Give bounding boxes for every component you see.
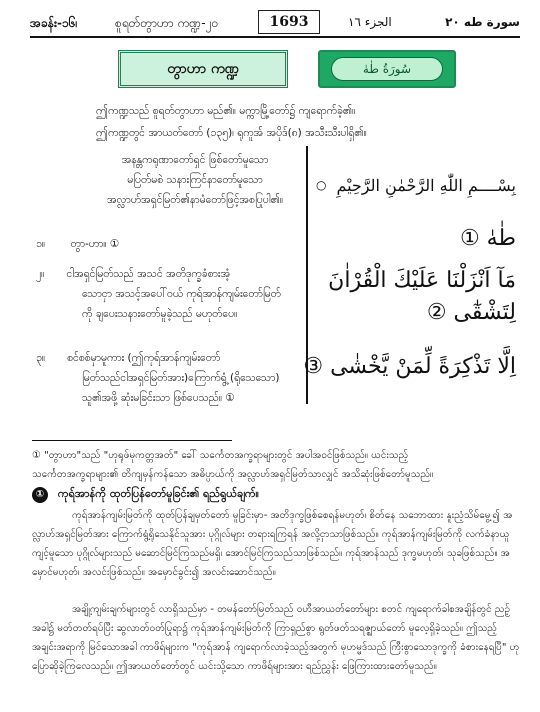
verse-1-arabic: طٰهٰ ① [459, 226, 516, 251]
verse-1 [36, 234, 304, 254]
footnote-line: ① "တွာဟာ"သည် "ဟုရုဖ်မုကတ္တအတ်" ခေါ် သင်္ကေတအက္ခရာများတွင် အပါအဝင်ဖြစ်သည်။ ယင်းသည့် [32, 450, 409, 461]
section-heading-text: ကုရ်အာန်ကို ထုတ်ပြန်တော်မူခြင်း၏ ရည်ရွယ်ချက်။ [57, 487, 260, 500]
footnote [32, 446, 520, 484]
bismillah-line: မပြတ်မစဲ သနားကြင်နာတော်မူသော [127, 174, 263, 186]
header-rule [30, 36, 520, 38]
bismillah-marker: ○ [316, 178, 327, 192]
commentary-paragraph-1: ကုရ်အာန်ကျမ်းမြတ်ကို ထုတ်ပြန်ချမှတ်တော် မူခြင်းမှာ- အတိဒုက္ခဖြစ်စေရန်မဟုတ်၊ စိတ်နေ သဘောထား နူးညံ့သိမ်မွေ့၍ အလ္လာဟ်အရှင်မြတ်အား ကြောက်ရွံ့ရိုသေနိုင်သူအား ပုဂ္ဂိုလ်များ တရားရကြရန် အလို့ငှာသာဖြစ်သည်။ ကုရ်အာန်ကျမ်းမြတ်ကို လက်ခံနာယူကျင့်မူသော ပုဂ္ဂိုလ်များသည် မဆောင်မြင်ကြသည်မရှိ၊ အောင်မြင်ကြသည်သာဖြစ်သည်။ ကုရ်အာန်သည် ဒုက္ခမဟုတ်၊ သုခဖြစ်သည်။ အမှောင်မဟုတ်၊ အလင်းဖြစ်သည်။ အမှောင်ခွင်း၍ အလင်းဆောင်သည်။ [32, 510, 513, 578]
verse-number: ၂။ [36, 268, 45, 280]
verse-2-arabic-line: مَآ اَنْزَلْنَا عَلَيْكَ الْقُرْاٰنَ [328, 268, 516, 293]
page-header [30, 10, 520, 36]
footnote-rule [32, 440, 232, 441]
section-number-badge: ① [32, 487, 48, 503]
bismillah-line: အလ္လာဟ်အရှင်မြတ်၏နာမံတော်ဖြင့်အစပြုပါ၏။ [106, 194, 284, 206]
surah-arabic-cartouche [318, 50, 456, 88]
verse-text: သောငှာ အသင့်အပေါ်ဝယ် ကုရ်အာန်ကျမ်းတော်မြတ် [82, 288, 281, 300]
verse-2 [36, 264, 304, 324]
bismillah-arabic: بِسْــــمِ اللّٰهِ الرَّحْمٰنِ الرَّحِيْمِ [336, 176, 516, 195]
verse-text: မြတ်သည်ငါအရှင်မြတ်အား)ကြောက်ရွံ့ (ရိုသေသော) [82, 372, 280, 384]
verse-text: တွာ-ဟာ။ ① [70, 238, 120, 250]
surah-title-box [118, 50, 288, 88]
verse-3-arabic: اِلَّا تَذْكِرَةً لِّمَنْ يَّخْشٰى ③ [303, 354, 516, 379]
surah-intro [96, 100, 516, 144]
verse-text: သူ၏အဖို့ ဆုံးမခြင်းသာ ဖြစ်ပေသည်။ ① [82, 392, 235, 404]
header-surah-burmese: စူရတ်တွာဟာ ကဏ္ဍ-၂၀ [115, 16, 219, 30]
commentary-paragraph-2: အချို့ကျမ်းချက်များတွင် လာရှိသည်မှာ - တမန်တော်မြတ်သည် ဝဟီအာယတ်တော်များ စတင် ကျရောက်ခါစအချိန်တွင် ညဉ့်အခါ၌ မတ်တတ်ရပ်ပြီး ဆွလာတ်ဝတ်ပြုရာ၌ ကုရ်အာန်ကျမ်းမြတ်ကို ကြာရှည်စွာ ရွတ်ဖတ်သရဇ္ဈာယ်တော် မူလေ့ရှိခဲ့သည်။ ဤသည့်အချင်းအရာကို မြင်သောအခါ ကာဖိရ်များက "ကုရ်အာန် ကျရောက်လာခဲ့သည့်အတွက် မုဟမ္မဒ်သည် ကြီးစွာသောဒုက္ခကို ခံစားနေရပြီ" ဟု ပြောဆိုခဲ့ကြလေသည်။ ဤအာယတ်တော်တွင် ယင်းသို့သော ကာဖိရ်များအား ရည်ညွှန်း ဖြေကြားထားတော်မူသည်။ [32, 604, 520, 672]
bismillah-line: အနန္တကရုဏာတော်ရှင် ဖြစ်တော်မူသော [121, 154, 269, 166]
verse-3 [36, 348, 304, 408]
header-surah-arabic: سورة طه ٢٠ [445, 15, 520, 29]
footnote-line: သင်္ကေတအက္ခရာများ၏ တိကျမှန်ကန်သော အဓိပ္ပာယ်ကို အလ္လာဟ်အရှင်မြတ်သာလျှင် အသိဆုံးဖြစ်တော်မူသည်။ [32, 469, 434, 480]
verse-number: ၃။ [36, 352, 46, 364]
surah-title: တွာဟာ ကဏ္ဍ [167, 61, 239, 77]
intro-line: ဤကဏ္ဍတွင် အာယတ်တော် (၁၃၅)၊ ရုကူအ် အပိုဒ်(၈) အသီးသီးပါရှိ၏။ [96, 127, 367, 139]
bismillah-translation [86, 150, 304, 210]
verse-number: ၁။ [36, 238, 46, 250]
header-juz: الجزء ١٦ [348, 15, 392, 29]
verse-text: စင်စစ်မှာမူကား (ဤကုရ်အာန်ကျမ်းတော် [67, 352, 221, 364]
verse-text: ကို ချပေးသနားတော်မူခဲ့သည် မဟုတ်ပေ။ [82, 308, 238, 320]
intro-line: ဤကဏ္ဍသည် စူရတ်တွာဟာ မည်၏။ မက္ကာမြို့တော်၌ ကျရောက်ခဲ့၏။ [96, 105, 356, 117]
verse-text: ငါအရှင်မြတ်သည် အသင် အတိဒုက္ခခံစားအံ့ [66, 268, 231, 280]
surah-arabic-title: سُورَةُ طٰهٰ [331, 57, 443, 81]
verse-2-arabic-line: لِتَشْقٰٓى ② [426, 300, 516, 325]
section-heading [32, 484, 520, 504]
header-chapter: အခန်း-၁၆၊ [30, 16, 78, 30]
page-number: 1693 [258, 10, 320, 34]
